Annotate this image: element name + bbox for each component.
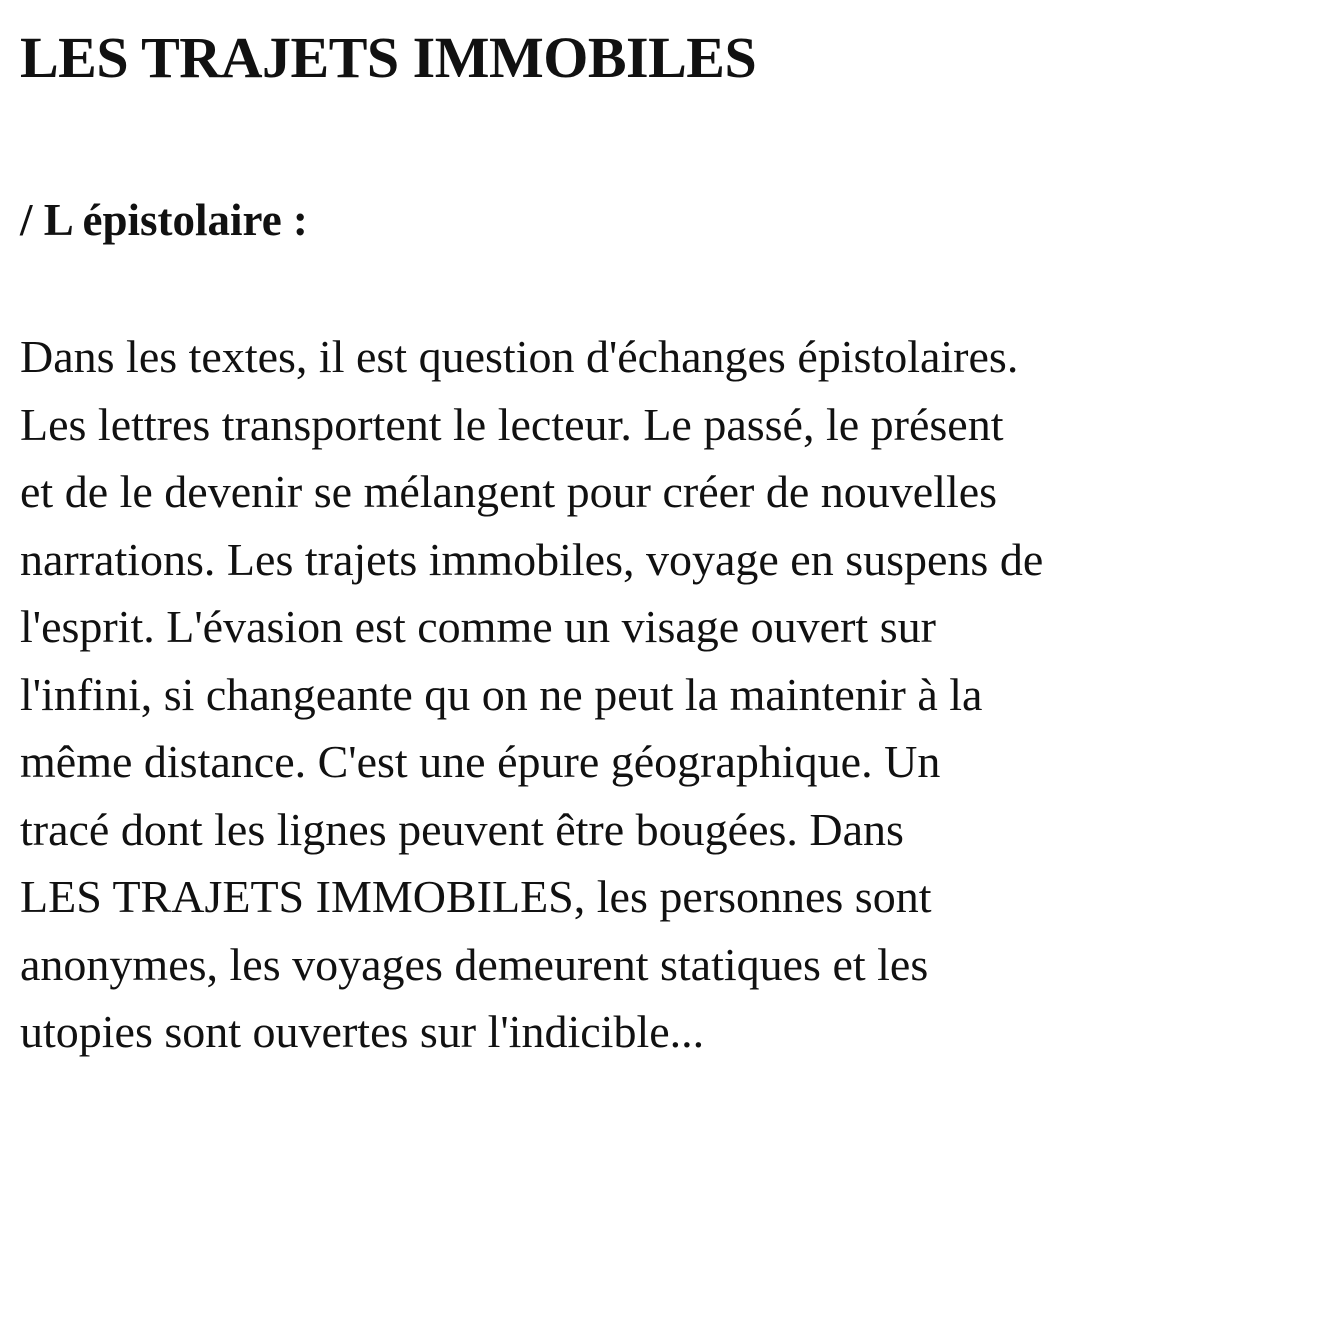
paragraph-line: narrations. Les trajets immobiles, voyage en suspens de bbox=[20, 533, 1044, 585]
paragraph-line: LES TRAJETS IMMOBILES, les personnes sont bbox=[20, 871, 932, 922]
paragraph-line: même distance. C'est une épure géographique. Un bbox=[20, 736, 941, 787]
paragraph-line: utopies sont ouvertes sur l'indicible... bbox=[20, 1006, 705, 1057]
paragraph-line: Dans les textes, il est question d'échanges épistolaires. bbox=[20, 331, 1019, 382]
paragraph-line: l'esprit. L'évasion est comme un visage ouvert sur bbox=[20, 601, 936, 652]
section-heading: / L épistolaire : bbox=[20, 195, 308, 245]
document-page bbox=[20, 0, 1330, 1066]
body-paragraph bbox=[20, 323, 1330, 1066]
paragraph-line: anonymes, les voyages demeurent statiques et les bbox=[20, 938, 929, 990]
paragraph-line: tracé dont les lignes peuvent être bougées. Dans bbox=[20, 803, 904, 855]
paragraph-line: et de le devenir se mélangent pour créer de nouvelles bbox=[20, 466, 998, 517]
paragraph-line: Les lettres transportent le lecteur. Le passé, le présent bbox=[20, 398, 1004, 450]
document-title: LES TRAJETS IMMOBILES bbox=[20, 25, 757, 90]
paragraph-line: l'infini, si changeante qu on ne peut la maintenir à la bbox=[20, 668, 983, 720]
